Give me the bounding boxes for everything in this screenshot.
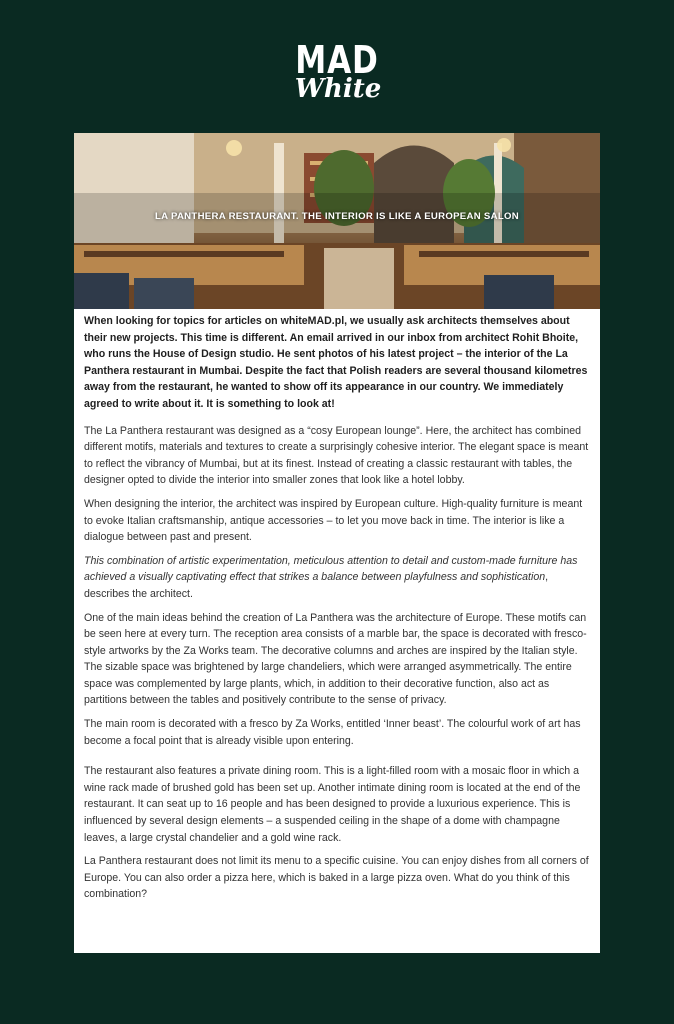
article-paragraph: When designing the interior, the architect was inspired by European culture. High-quality furniture is meant to evoke Italian craftsmanship, antique accessories – to let you move back in time. The interior is like a dialogue between past and present. (84, 497, 583, 544)
site-logo[interactable] (0, 38, 674, 104)
article-title: LA PANTHERA RESTAURANT. THE INTERIOR IS LIKE A EUROPEAN SALON (154, 211, 520, 222)
article-paragraph: The restaurant also features a private dining room. This is a light-filled room with a mosaic floor in which a wine rack made of brushed gold has been set up. Another intimate dining room is located at the end of the restaurant. It can seat up to 16 people and has been designed to provide a luxurious experience. This is influenced by several design elements – a suspended ceiling in the shape of a dome with champagne leaves, a large crystal chandelier and a gold wine rack. (84, 765, 581, 844)
hero-image (74, 133, 600, 309)
article-paragraph: The main room is decorated with a fresco by Za Works, entitled ‘Inner beast’. The colourful work of art has become a focal point that is already visible upon entering. (84, 718, 581, 747)
logo-text-mad: MAD (295, 38, 379, 82)
article-paragraph: The La Panthera restaurant was designed as a “cosy European lounge”. Here, the architect has combined different motifs, materials and textures to create a surprisingly cohesive interior. The elegant space is meant to reflect the vibrancy of Mumbai, but at its finest. Instead of creating a classic restaurant with tables, the designer opted to divide the interior into smaller zones that look like a hotel lobby. (84, 424, 589, 487)
architect-quote (84, 553, 590, 603)
logo-text-white: White (294, 74, 382, 104)
article-body (74, 309, 600, 903)
quote-attribution: , describes the architect. (84, 571, 549, 600)
quote-text: This combination of artistic experimentation, meticulous attention to detail and custom-made furniture has achieved a visually captivating effect that strikes a balance between playfulness and sophistication (84, 554, 578, 584)
article-lead: When looking for topics for articles on whiteMAD.pl, we usually ask architects themselves about their new projects. This time is different. An email arrived in our inbox from architect Rohit Bhoite, who runs the House of Design studio. He sent photos of his latest project – the interior of the La Panthera restaurant in Mumbai. Despite the fact that Polish readers are several thousand kilometres away from the restaurant, he wanted to show off its appearance in our country. We immediately agreed to write about it. It is something to look at! (84, 315, 588, 410)
article-paragraph: La Panthera restaurant does not limit its menu to a specific cuisine. You can enjoy dishes from all corners of Europe. You can also order a pizza here, which is baked in a large pizza oven. What do you think of this combination? (84, 855, 589, 901)
article-paragraph: One of the main ideas behind the creation of La Panthera was the architecture of Europe. These motifs can be seen here at every turn. The reception area consists of a marble bar, the space is decorated with fresco-style artworks by the Za Works team. The decorative columns and arches are inspired by the Italian style. The sizable space was brightened by large chandeliers, which were arranged asymmetrically. The entire space was complemented by large plants, which, in addition to their decorative function, also act as partitions between the tables and positively contribute to the sense of privacy. (84, 611, 587, 707)
article-card (74, 133, 600, 953)
